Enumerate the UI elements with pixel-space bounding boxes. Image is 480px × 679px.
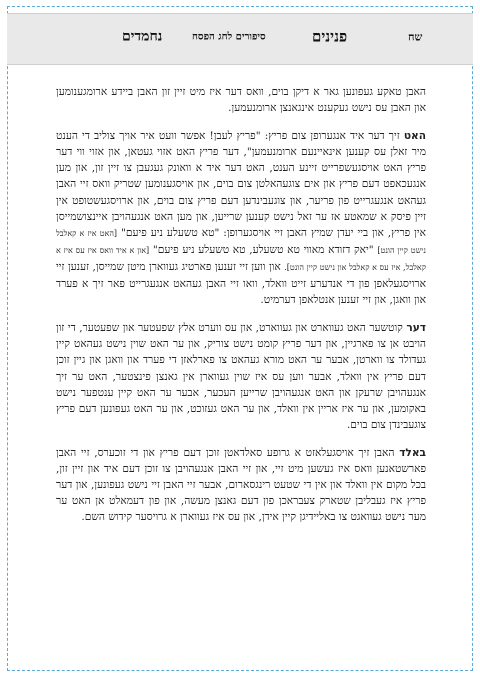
header-book-title: נחמדים (122, 28, 163, 45)
paragraph-text: קוטשער האט געווארט און געווארט, און עס ווערט אלץ שפעטער און שפעטער, די זון הויבט אן צו פארגיין, און דער פריץ קומט נישט צוריק, און ער האט שוין נישט געהאט קיין געדולד צו ווארטן, אבער ער האט מורא געהאט צו פארלאזן די פערד און וואגן און גיין זוכן דעם פריץ אין וואלד, אבער ווען עס איז שוין געווארן אין גאנצן פינצטער, האט ער זיך אנגעהויבן שרעקן און האט אנגעהויבן שרייען העכער, אבער ער האט קיין ענטפער נישט באקומען, און ער איז אריין אין וואלד, און ער האט געזוכט, און ער האט געפונען דעם פריץ צוגעבינדן צום בוים. (56, 322, 426, 431)
paragraph-lead-word: באלד (399, 446, 426, 459)
paragraph-text: האבן טאקע געפונען גאר א דיקן בוים, וואס דער איז מיט זיין זון האבן ביידע ארומגענומען און האבן עס נישט געקענט אינגאנצן ארומנעמען. (56, 86, 426, 115)
paragraph (56, 320, 426, 433)
paragraph-lead-word: דער (406, 322, 426, 335)
paragraph-text: און ווען זיי זענען פארטיג געווארן מיטן שמייסן, זענען זיי ארויסגעלאפן פון די אנדערע זייט וואלד, וואו זיי האבן געהאט אנגעגרייט פאר זיך א פערד און וואגן, און זיי זענען אנטלאפן דערמיט. (56, 260, 426, 307)
header-section-label: שח (408, 30, 423, 44)
paragraph (56, 445, 426, 525)
paragraph-quote: "יאק דזודא מאווי טא טשעלע, טא טשעלע ניע פיעם" (152, 243, 374, 256)
header-series-title: פנינים (312, 27, 348, 46)
paragraph (56, 128, 426, 308)
paragraph-aside: [האט איז א קאלבל נישט קיין הונט] (56, 228, 426, 255)
header-subtitle: סיפורים לחג הפסח (192, 31, 266, 43)
paragraph (56, 84, 426, 116)
paragraph-lead-word: האט (403, 130, 426, 143)
paragraph-text: האבן זיך אויסגעלאזט א גרופע סאלדאטן זוכן דעם פריץ און די זוכערס, זיי האבן פארשטאנען וואס איז געשען מיט זיי, און זיי האבן אנגעהויבן צו זוכן דעם איד און זיין זון, בכל מקום אין וואלד און אין די שטעט רינגסארום, אבער זיי האבן זיי נישט געפונען, און דער פריץ איז געבליבן שטארק צעבראכן פון דעם גאנצן מעשה, און פון דעמאלט אן האט ער מער נישט געוואגט צו באליידיגן קיין אידן, און עס איז געווארן א גרויסער קידוש השם. (56, 446, 426, 524)
paragraph-text: זיך דער איד אנגערופן צום פריץ: "פריץ לעבן! אפשר וועט איר אויך צוליב די הענט מיר זאלן עס קענען אינאיינעם ארומנעמען", דער פריץ האט אזוי געטאן, און אזוי ווי דער פריץ האט אויסגעשפרייט זיינע הענט, האט דער איד א וואונק געגעבן צו זיין זון, און מען אנגעכאפט דעם פריץ און אים צוגעהאלטן צום בוים, און אויסגענומען שטריק וואס זיי האבן געהאט אנגעגרייט פון פריער, און צוגעבינדען דעם פריץ צום בוים, און ארויסגעשטופט אין זיין פיסק א שמאטע אז ער זאל נישט קענען שרייען, און מען האט אנגעהויבן איינצושמייסן אין פריץ, און ביי יעדן שמיץ האבן זיי אויסגערופן: "טא טשעלע ניע פיעם" (56, 130, 426, 239)
paragraph-aside: [און א איד וואס איז עס איז א קאלבל, איז עס א קאלבל און נישט קיין הונט]. (56, 245, 426, 272)
article-body (56, 84, 426, 537)
